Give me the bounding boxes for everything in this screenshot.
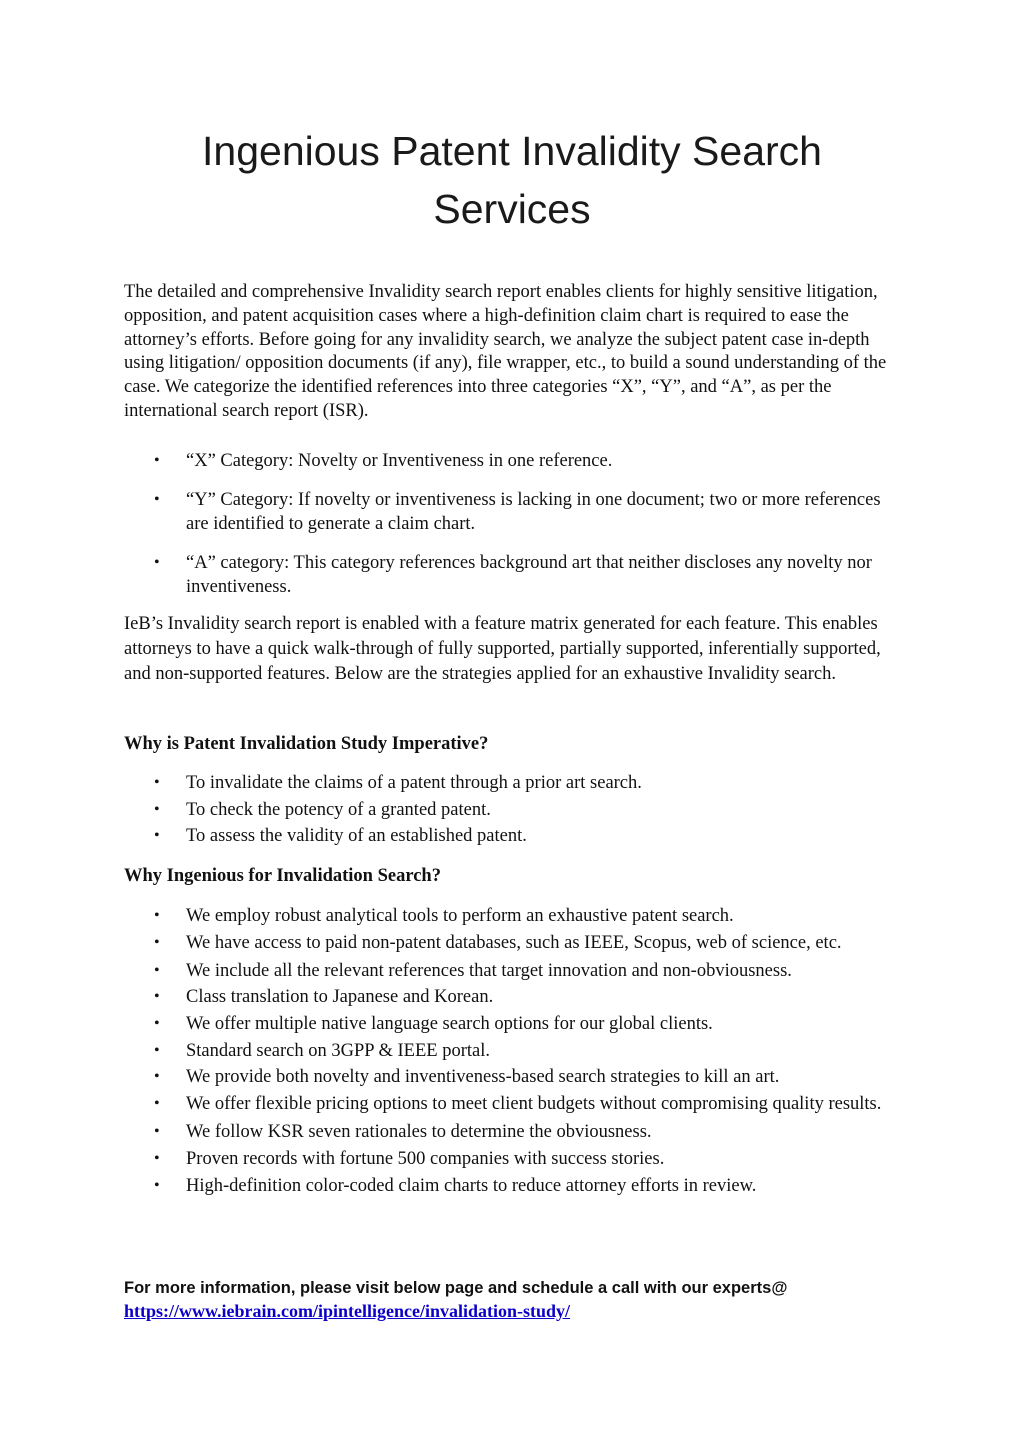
list-item: [124, 985, 900, 1010]
bullet-icon: •: [154, 907, 160, 924]
list-item-text: We include all the relevant references that target innovation and non-obviousness.: [186, 960, 792, 981]
category-y-text: “Y” Category: If novelty or inventiveness is lacking in one document; two or more references are identified to generate a claim chart.: [186, 490, 881, 534]
section-heading-imperative: Why is Patent Invalidation Study Imperative?: [124, 734, 489, 754]
list-item-text: We have access to paid non-patent databases, such as IEEE, Scopus, web of science, etc.: [186, 932, 842, 953]
list-item: [124, 1147, 900, 1172]
list-item-text: We provide both novelty and inventiveness-based search strategies to kill an art.: [186, 1067, 780, 1088]
list-item: [124, 449, 900, 473]
bullet-icon: •: [154, 1149, 160, 1167]
list-item-text: We offer flexible pricing options to meet client budgets without compromising quality results.: [186, 1094, 882, 1115]
list-item-text: We employ robust analytical tools to perform an exhaustive patent search.: [186, 906, 734, 926]
bullet-icon: •: [154, 774, 160, 791]
bullet-icon: •: [154, 1123, 160, 1141]
list-item: [124, 904, 900, 929]
list-item-text: To invalidate the claims of a patent through a prior art search.: [186, 773, 642, 793]
bullet-icon: •: [154, 961, 160, 979]
bullet-icon: •: [154, 452, 160, 469]
bullet-icon: •: [154, 1176, 160, 1194]
section-heading-why-ingenious: Why Ingenious for Invalidation Search?: [124, 866, 441, 886]
list-item-text: Standard search on 3GPP & IEEE portal.: [186, 1040, 490, 1061]
page-title: [124, 122, 900, 238]
intro-paragraph: The detailed and comprehensive Invalidity search report enables clients for highly sensitive litigation, opposition, and patent acquisition cases where a high-definition claim chart is required to ease the attorney’s efforts. Before going for any invalidity search, we analyze the subject patent case in-depth using litigation/ opposition documents (if any), file wrapper, etc., to build a sound understanding of the case. We categorize the identified references into three categories “X”, “Y”, and “A”, as per the international search report (ISR).: [124, 282, 887, 421]
imperative-list: [124, 771, 900, 851]
title-line-1: Ingenious Patent Invalidity Search: [202, 128, 822, 174]
list-item: [124, 488, 900, 536]
list-item-text: We follow KSR seven rationales to determine the obviousness.: [186, 1122, 652, 1143]
list-item: [124, 959, 900, 984]
list-item: [124, 1012, 900, 1037]
list-item-text: Class translation to Japanese and Korean.: [186, 987, 494, 1008]
bullet-icon: •: [154, 988, 160, 1006]
list-item: [124, 1120, 900, 1145]
invalidation-study-link[interactable]: https://www.iebrain.com/ipintelligence/invalidation-study/: [124, 1301, 571, 1321]
bullet-icon: •: [154, 1015, 160, 1033]
bullet-icon: •: [154, 800, 160, 818]
title-line-2: Services: [433, 186, 591, 232]
list-item: [124, 1039, 900, 1064]
feature-matrix-paragraph: IeB’s Invalidity search report is enabled with a feature matrix generated for each feature. This enables attorneys to have a quick walk-through of fully supported, partially supported, inferentially supported, and non-supported features. Below are the strategies applied for an exhaustive Invalidity search.: [124, 614, 881, 685]
list-item-text: To check the potency of a granted patent.: [186, 799, 491, 820]
list-item: [124, 551, 900, 599]
list-item: [124, 798, 900, 823]
list-item: [124, 824, 900, 849]
bullet-icon: •: [154, 933, 160, 951]
list-item: [124, 1174, 900, 1199]
list-item-text: To assess the validity of an established patent.: [186, 826, 527, 847]
list-item: [124, 1065, 900, 1090]
list-item-text: We offer multiple native language search options for our global clients.: [186, 1014, 713, 1035]
footer-cta-text: For more information, please visit below page and schedule a call with our experts@: [124, 1279, 788, 1297]
bullet-icon: •: [154, 554, 160, 571]
list-item: [124, 1092, 900, 1117]
category-list: [124, 449, 900, 614]
list-item: [124, 931, 900, 956]
category-x-text: “X” Category: Novelty or Inventiveness in one reference.: [186, 451, 613, 471]
why-ingenious-list: [124, 904, 900, 1200]
bullet-icon: •: [154, 491, 160, 508]
list-item-text: High-definition color-coded claim charts to reduce attorney efforts in review.: [186, 1175, 757, 1196]
bullet-icon: •: [154, 1095, 160, 1113]
list-item: [124, 771, 900, 796]
bullet-icon: •: [154, 827, 160, 845]
category-a-text: “A” category: This category references background art that neither discloses any novelty nor inventiveness.: [186, 553, 872, 597]
bullet-icon: •: [154, 1041, 160, 1059]
list-item-text: Proven records with fortune 500 companies with success stories.: [186, 1148, 665, 1169]
bullet-icon: •: [154, 1068, 160, 1086]
